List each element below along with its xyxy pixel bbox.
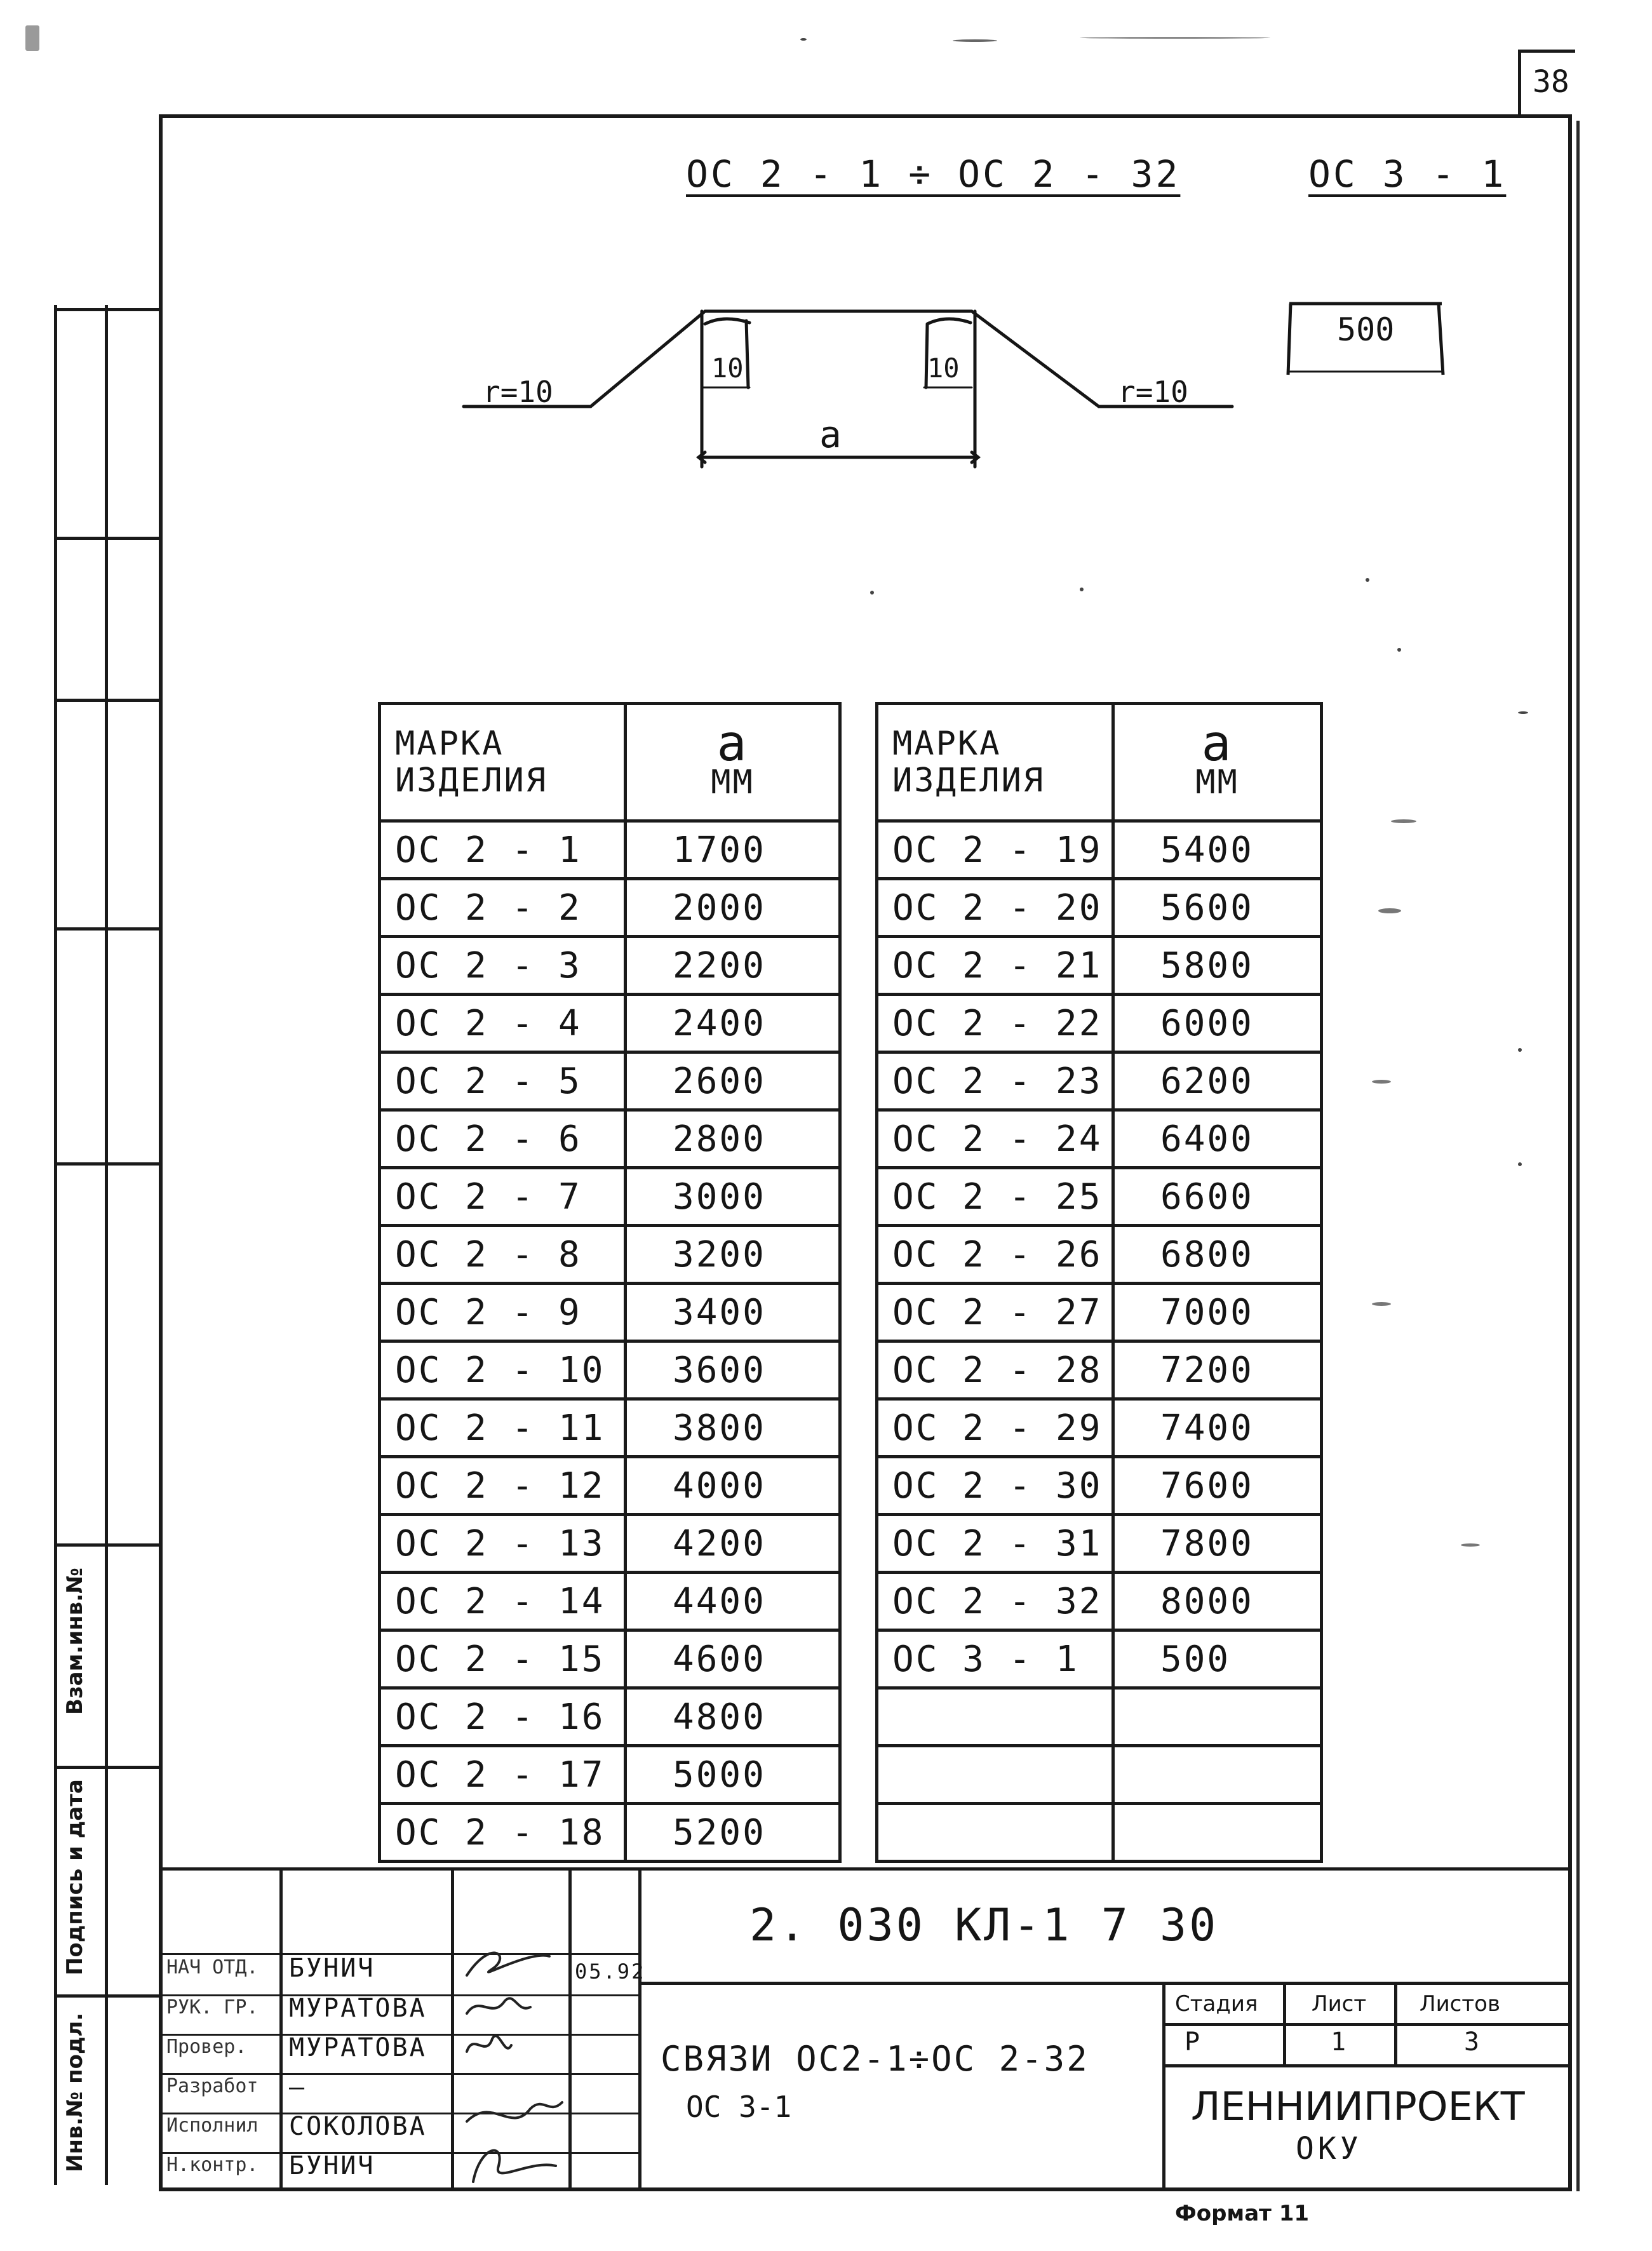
table-row [877,1284,1322,1341]
margin-line [54,305,57,2185]
mark-cell: ОС 2 - 15 [380,1630,626,1688]
sheet-number: 38 [1533,64,1569,100]
sheet-number-box [1518,50,1575,116]
inv-podl-label: Инв.№ подл. [62,2012,88,2172]
table-row [877,879,1322,937]
role-label: РУК. ГР. [166,1996,259,2019]
a-value-cell: 8000 [1113,1573,1322,1630]
mark-cell [877,1804,1113,1862]
table-row [380,1746,840,1804]
spec-table-right [875,702,1323,1863]
mark-cell: ОС 2 - 18 [380,1804,626,1862]
mark-cell: ОС 2 - 24 [877,1110,1113,1168]
a-value-cell: 7400 [1113,1399,1322,1457]
mark-cell: ОС 2 - 13 [380,1515,626,1573]
mark-cell [877,1688,1113,1746]
a-value-cell [1113,1804,1322,1862]
tb-row [638,1982,1572,1985]
person-name: — [289,2073,307,2102]
table-row [380,879,840,937]
mark-cell: ОС 2 - 31 [877,1515,1113,1573]
a-value-cell: 6800 [1113,1226,1322,1284]
table-row [877,995,1322,1052]
mark-cell: ОС 2 - 29 [877,1399,1113,1457]
signature-5 [467,2102,562,2121]
oc3-ext-right [1439,304,1443,375]
table-row [380,1052,840,1110]
a-value-cell: 2000 [626,879,840,937]
a-value-cell: 7000 [1113,1284,1322,1341]
a-value-cell: 7200 [1113,1341,1322,1399]
signature-date-label: Подпись и дата [62,1779,88,1975]
mark-cell: ОС 2 - 3 [380,937,626,995]
table-row [877,821,1322,879]
mark-header-line1: МАРКА [395,725,504,763]
table-row [877,1226,1322,1284]
mark-cell: ОС 2 - 6 [380,1110,626,1168]
mark-cell: ОС 2 - 19 [877,821,1113,879]
tb-col [279,1867,283,2191]
table-row [380,1573,840,1630]
mark-cell: ОС 2 - 25 [877,1168,1113,1226]
signature-3 [467,2036,511,2052]
person-name: СОКОЛОВА [289,2112,427,2141]
scan-speck [1080,37,1270,39]
document-code: 2. 030 КЛ-1 7 30 [749,1899,1219,1951]
table-row [877,1110,1322,1168]
table-row [380,995,840,1052]
a-value-cell: 1700 [626,821,840,879]
a-value-cell: 3000 [626,1168,840,1226]
radius-label-right: r=10 [1118,375,1188,409]
a-header [626,704,840,821]
margin-line [105,305,108,2185]
mark-cell: ОС 2 - 16 [380,1688,626,1746]
signatures [454,1931,568,2191]
mark-header [380,704,626,821]
mark-cell: ОС 2 - 32 [877,1573,1113,1630]
table-row [380,1226,840,1284]
table-row [877,1052,1322,1110]
a-value-cell: 3400 [626,1284,840,1341]
a-unit: ММ [1195,763,1239,802]
mark-cell: ОС 2 - 21 [877,937,1113,995]
person-name: МУРАТОВА [289,1994,427,2023]
mark-header-line2: ИЗДЕЛИЯ [395,762,548,800]
stage-label: Стадия [1175,1991,1258,2017]
drawing-title-right: ОС 3 - 1 [1308,152,1507,196]
tb-row [1162,2023,1572,2026]
a-value-cell: 5400 [1113,821,1322,879]
a-value-cell [1113,1746,1322,1804]
mark-cell: ОС 2 - 12 [380,1457,626,1515]
table-row [877,1630,1322,1688]
mark-cell: ОС 2 - 27 [877,1284,1113,1341]
sheet-label: Лист [1312,1991,1367,2017]
a-value-cell: 7600 [1113,1457,1322,1515]
a-unit: ММ [711,763,755,802]
mark-cell: ОС 2 - 7 [380,1168,626,1226]
tb-row [1162,2064,1572,2067]
tb-col [1283,1982,1286,2064]
oc3-length-label: 500 [1337,311,1395,348]
a-value-cell: 5200 [626,1804,840,1862]
table-row [380,1399,840,1457]
signature-2 [467,1998,530,2013]
margin-line [54,1994,162,1998]
sheet-value: 1 [1331,2027,1346,2057]
table-row [380,821,840,879]
tb-col [1162,1982,1165,2191]
dimension-a-label: a [819,413,842,456]
table-row [380,1804,840,1862]
a-value-cell: 4200 [626,1515,840,1573]
a-value-cell: 3200 [626,1226,840,1284]
margin-line [54,537,162,540]
bend-length-left: 10 [711,353,744,384]
tb-col [568,1867,572,2191]
scan-speck [800,38,807,41]
organization-department: ОКУ [1296,2131,1362,2167]
mark-cell: ОС 2 - 8 [380,1226,626,1284]
a-symbol: a [1201,715,1233,772]
table-row [380,1457,840,1515]
table-row [380,1630,840,1688]
mark-header-line2: ИЗДЕЛИЯ [892,762,1045,800]
table-row [380,1688,840,1746]
margin-line [54,699,162,702]
mark-cell: ОС 2 - 22 [877,995,1113,1052]
a-value-cell: 7800 [1113,1515,1322,1573]
mark-cell: ОС 2 - 9 [380,1284,626,1341]
document-title-line1: СВЯЗИ ОС2-1÷ОС 2-32 [661,2039,1089,2079]
a-value-cell: 5600 [1113,879,1322,937]
signature-1 [467,1953,549,1975]
table-row [380,1110,840,1168]
mark-cell: ОС 2 - 5 [380,1052,626,1110]
a-value-cell: 3800 [626,1399,840,1457]
title-block-top [159,1867,1572,1871]
a-value-cell: 4400 [626,1573,840,1630]
mark-cell: ОС 2 - 11 [380,1399,626,1457]
role-label: Провер. [166,2036,247,2058]
table-header-row [380,704,840,821]
format-label: Формат 11 [1175,2201,1310,2226]
tb-col [1394,1982,1397,2064]
organization-name: ЛЕННИИПРОЕКТ [1191,2083,1525,2130]
table-row [877,1746,1322,1804]
mark-cell: ОС 2 - 17 [380,1746,626,1804]
mark-cell: ОС 3 - 1 [877,1630,1113,1688]
a-value-cell: 6000 [1113,995,1322,1052]
table-row [877,1515,1322,1573]
table-row [380,1515,840,1573]
table-row [877,1688,1322,1746]
person-name: БУНИЧ [289,1954,375,1983]
spec-table-left [378,702,842,1863]
a-value-cell [1113,1688,1322,1746]
tb-col [638,1867,641,2191]
mark-cell: ОС 2 - 20 [877,879,1113,937]
a-value-cell: 6400 [1113,1110,1322,1168]
mark-cell: ОС 2 - 23 [877,1052,1113,1110]
a-symbol: a [716,715,749,772]
table-row [380,1168,840,1226]
mark-cell: ОС 2 - 26 [877,1226,1113,1284]
a-value-cell: 4000 [626,1457,840,1515]
a-value-cell: 2800 [626,1110,840,1168]
a-value-cell: 6600 [1113,1168,1322,1226]
sheets-label: Листов [1420,1991,1501,2017]
role-label: Н.контр. [166,2154,259,2176]
a-value-cell: 2200 [626,937,840,995]
sheets-value: 3 [1464,2027,1480,2057]
radius-label-left: r=10 [483,375,553,409]
table-row [877,937,1322,995]
a-value-cell: 2400 [626,995,840,1052]
table-row [877,1341,1322,1399]
approval-date: 05.92 [575,1959,646,1984]
margin-line [54,927,162,931]
margin-line [54,1162,162,1166]
frame-right-edge [1576,121,1580,2191]
mark-cell [877,1746,1113,1804]
document-title-line2: ОС 3-1 [686,2090,792,2124]
mark-cell: ОС 2 - 30 [877,1457,1113,1515]
mark-cell: ОС 2 - 28 [877,1341,1113,1399]
person-name: БУНИЧ [289,2151,375,2180]
table-row [877,1168,1322,1226]
a-value-cell: 4800 [626,1688,840,1746]
mark-header [877,704,1113,821]
mark-header-line1: МАРКА [892,725,1002,763]
bend-length-right: 10 [927,353,960,384]
drawing-title-left: ОС 2 - 1 ÷ ОС 2 - 32 [686,152,1181,196]
margin-line [54,308,162,311]
role-label: Исполнил [166,2114,259,2137]
stage-value: Р [1185,2027,1200,2057]
table-row [877,1399,1322,1457]
a-header [1113,704,1322,821]
mark-cell: ОС 2 - 2 [380,879,626,937]
role-label: Разработ [166,2075,259,2097]
margin-line [54,1543,162,1547]
a-value-cell: 6200 [1113,1052,1322,1110]
signature-6 [473,2151,556,2182]
table-header-row [877,704,1322,821]
vzam-inv-label: Взам.инв.№ [62,1568,88,1715]
table-row [380,1284,840,1341]
table-row [877,1573,1322,1630]
a-value-cell: 500 [1113,1630,1322,1688]
scan-speck [25,25,39,51]
mark-cell: ОС 2 - 4 [380,995,626,1052]
bar-shape [464,311,1232,407]
mark-cell: ОС 2 - 14 [380,1573,626,1630]
role-label: НАЧ ОТД. [166,1956,259,1979]
a-value-cell: 4600 [626,1630,840,1688]
table-row [380,937,840,995]
mark-cell: ОС 2 - 1 [380,821,626,879]
mark-cell: ОС 2 - 10 [380,1341,626,1399]
oc3-ext-left [1288,304,1291,375]
a-value-cell: 3600 [626,1341,840,1399]
margin-line [54,1766,162,1769]
table-row [877,1804,1322,1862]
a-value-cell: 5000 [626,1746,840,1804]
table-row [380,1341,840,1399]
a-value-cell: 2600 [626,1052,840,1110]
a-value-cell: 5800 [1113,937,1322,995]
person-name: МУРАТОВА [289,2033,427,2062]
table-row [877,1457,1322,1515]
scan-speck [953,39,997,42]
